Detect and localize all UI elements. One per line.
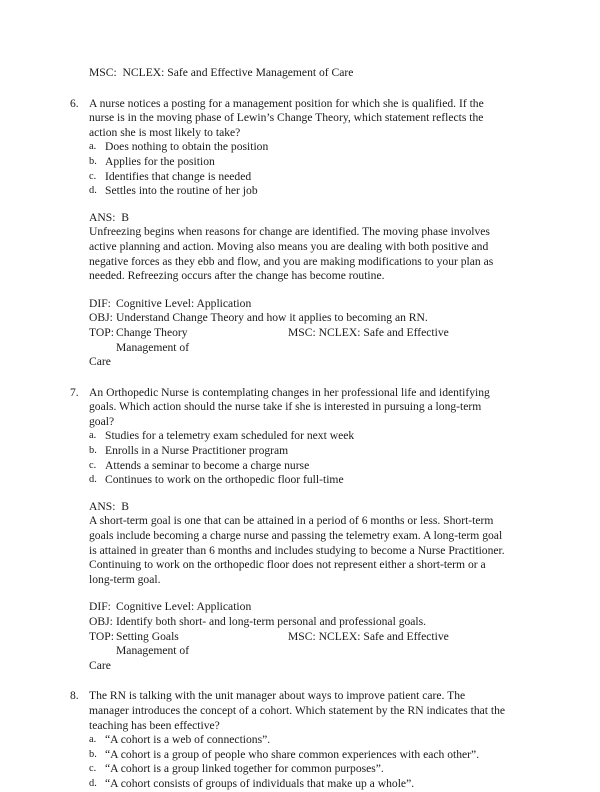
metadata-label-dif: DIF: (89, 296, 111, 310)
option-text: Enrolls in a Nurse Practitioner program (105, 444, 289, 458)
option-text: “A cohort is a web of connections”. (105, 733, 271, 747)
answer-option[interactable] (89, 170, 506, 185)
metadata-row-obj (89, 615, 506, 630)
answer-rationale: A short-term goal is one that can be attained in a period of 6 months or less. Short-term goals include becoming a charge nurse and passing the telemetry exam. A long-term goal is attained in greater than 6 months and includes studying to become a Nurse Practitioner. Continuing to work on the orthopedic floor does not represent either a short-term or a long-term goal. (89, 514, 505, 586)
metadata-row-dif (89, 600, 506, 615)
metadata-row-top (89, 630, 506, 659)
metadata-label-obj: OBJ: (89, 311, 113, 325)
metadata-row-top (89, 326, 506, 355)
answer-section (89, 211, 506, 284)
metadata-row-dif (89, 297, 506, 312)
answer-key: ANS: B (89, 499, 129, 513)
question-block-7 (70, 386, 506, 674)
metadata-value-msc: MSC: NCLEX: Safe and Effective Management of (116, 325, 449, 354)
metadata-label-top: TOP: (89, 629, 114, 643)
question-metadata (89, 600, 506, 673)
metadata-row-obj (89, 311, 506, 326)
option-text: Continues to work on the orthopedic floor full-time (105, 473, 344, 487)
option-letter: d. (89, 185, 97, 197)
option-text: Attends a seminar to become a charge nurse (105, 458, 310, 472)
metadata-value-msc: MSC: NCLEX: Safe and Effective Management of (116, 629, 449, 658)
answer-option[interactable] (89, 155, 506, 170)
question-number: 7. (70, 385, 79, 399)
option-letter: c. (89, 763, 97, 775)
answer-section (89, 500, 506, 588)
question-metadata (89, 297, 506, 370)
question-stem-row (70, 689, 506, 733)
question-stem: A nurse notices a posting for a management position for which she is qualified. If the nurse is in the moving phase of Lewin’s Change Theory, which statement reflects the action she is most likely to take? (89, 96, 484, 139)
answer-option[interactable] (89, 459, 506, 474)
answer-option[interactable] (89, 777, 506, 792)
option-letter: d. (89, 474, 97, 486)
question-block-8 (70, 689, 506, 791)
option-text: Settles into the routine of her job (105, 184, 258, 198)
question-stem: An Orthopedic Nurse is contemplating changes in her professional life and identifying goals. Which action should the nurse take if she is interested in pursuing a long-term goal? (89, 385, 490, 428)
question-stem-row (70, 97, 506, 141)
option-text: “A cohort is a group of people who share common experiences with each other”. (105, 747, 480, 761)
option-letter: a. (89, 141, 97, 153)
answer-option[interactable] (89, 473, 506, 488)
option-letter: a. (89, 430, 97, 442)
option-letter: b. (89, 445, 97, 457)
option-text: Does nothing to obtain the position (105, 140, 269, 154)
metadata-value-top: Setting Goals (116, 629, 179, 643)
option-letter: c. (89, 170, 97, 182)
option-text: “A cohort consists of groups of individuals that make up a whole”. (105, 776, 415, 790)
metadata-msc-continuation: Care (89, 658, 111, 672)
answer-option[interactable] (89, 140, 506, 155)
option-text: Applies for the position (105, 154, 215, 168)
answer-option[interactable] (89, 444, 506, 459)
question-stem-row (70, 386, 506, 430)
answer-option[interactable] (89, 748, 506, 763)
answer-rationale: Unfreezing begins when reasons for change are identified. The moving phase involves active planning and action. Moving also means you are dealing with both positive and negative forces as they ebb and flow, and you are making modifications to your plan as needed. Refreezing occurs after the change has become routine. (89, 225, 494, 283)
question-stem: The RN is talking with the unit manager about ways to improve patient care. The manager introduces the concept of a cohort. Which statement by the RN indicates that the teaching has been effective? (89, 689, 506, 732)
option-letter: d. (89, 777, 97, 789)
option-letter: a. (89, 734, 97, 746)
metadata-label-obj: OBJ: (89, 615, 113, 628)
metadata-label-dif: DIF: (89, 600, 111, 614)
answer-options-list (89, 429, 506, 487)
metadata-value-dif: Cognitive Level: Application (116, 600, 252, 614)
question-block-6 (70, 97, 506, 370)
metadata-value-top-and-msc (116, 326, 506, 355)
answer-option[interactable] (89, 184, 506, 199)
metadata-label-top: TOP: (89, 325, 114, 339)
metadata-value-obj: Understand Change Theory and how it applies to becoming an RN. (116, 311, 428, 325)
answer-options-list (89, 140, 506, 198)
metadata-msc-continuation: Care (89, 355, 111, 369)
document-content (70, 66, 506, 792)
answer-option[interactable] (89, 733, 506, 748)
answer-options-list (89, 733, 506, 791)
metadata-value-obj: Identify both short- and long-term personal and professional goals. (116, 615, 427, 628)
metadata-value-dif: Cognitive Level: Application (116, 296, 252, 310)
answer-option[interactable] (89, 762, 506, 777)
metadata-value-top: Change Theory (116, 325, 188, 339)
answer-option[interactable] (89, 429, 506, 444)
answer-key: ANS: B (89, 210, 129, 224)
question-number: 6. (70, 96, 79, 110)
option-text: Identifies that change is needed (105, 169, 252, 183)
option-letter: c. (89, 459, 97, 471)
question-number: 8. (70, 689, 79, 703)
option-letter: b. (89, 155, 97, 167)
option-text: Studies for a telemetry exam scheduled for next week (105, 429, 355, 443)
carryover-msc-line: MSC: NCLEX: Safe and Effective Management of Care (89, 66, 354, 79)
option-letter: b. (89, 748, 97, 760)
metadata-value-top-and-msc (116, 630, 506, 659)
option-text: “A cohort is a group linked together for common purposes”. (105, 762, 384, 776)
